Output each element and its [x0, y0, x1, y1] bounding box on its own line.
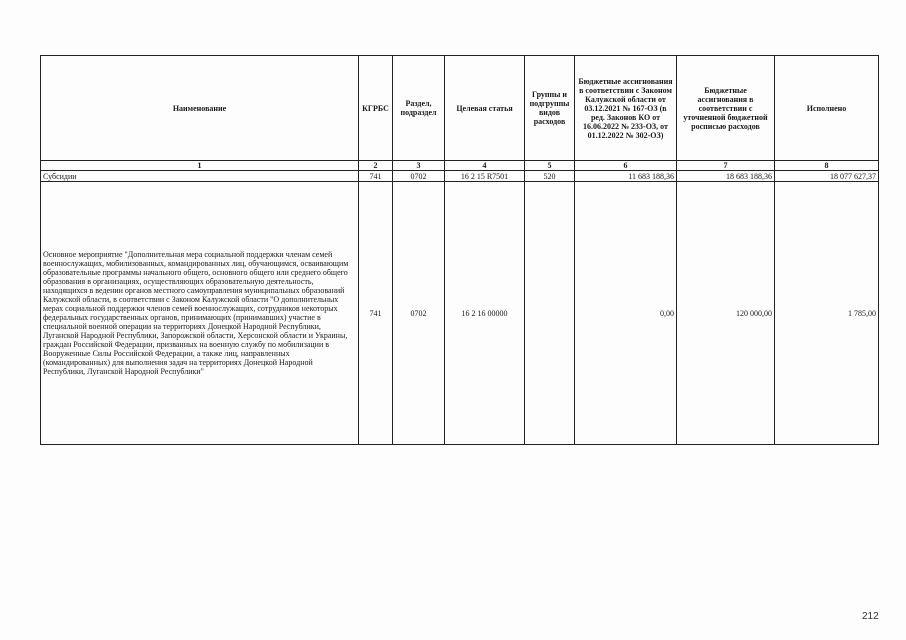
row-group: 520 — [525, 171, 575, 182]
header-name: Наименование — [41, 56, 359, 161]
row-target: 16 2 15 R7501 — [445, 171, 525, 182]
column-number-row — [41, 161, 879, 171]
header-budget-law: Бюджетные ассигнования в соответствии с Законом Калужской области от 03.12.2021 № 167-ОЗ (в ред. Законов КО от 16.06.2022 № 233-ОЗ, от 01.12.2022 № 302-ОЗ) — [575, 56, 677, 161]
row-target: 16 2 16 00000 — [445, 182, 525, 445]
column-number: 7 — [677, 161, 775, 171]
table-row — [41, 171, 879, 182]
column-number: 3 — [393, 161, 445, 171]
row-budget-law: 11 683 188,36 — [575, 171, 677, 182]
column-number: 2 — [359, 161, 393, 171]
row-name: Основное мероприятие "Дополнительная мера социальной поддержки членам семей военнослужащих, мобилизованных, командированных лиц, обучающимся, осваивающим образовательные программы начального общего, основного общего или среднего общего образования в организациях, осуществляющих образовательную деятельность, находящихся в ведении органов местного самоуправления муниципальных образований Калужской области, в соответствии с Законом Калужской области "О дополнительных мерах социальной поддержки членов семей военнослужащих, сотрудников некоторых федеральных государственных органов, принимающих (принимавших) участие в специальной военной операции на территориях Донецкой Народной Республики, Луганской Народной Республики, Запорожской области, Херсонской области и Украины, граждан Российской Федерации, призванных на военную службу по мобилизации в Вооруженные Силы Российской Федерации, а также лиц, направленных (командированных) для выполнения задач на территориях Донецкой Народной Республики, Луганской Народной Республики" — [41, 182, 359, 445]
row-ktrbs: 741 — [359, 171, 393, 182]
row-executed: 1 785,00 — [775, 182, 879, 445]
header-target: Целевая статья — [445, 56, 525, 161]
header-ktrbs: КГРБС — [359, 56, 393, 161]
row-group — [525, 182, 575, 445]
page-number: 212 — [862, 611, 879, 622]
row-razdel: 0702 — [393, 182, 445, 445]
header-budget-refined: Бюджетные ассигнования в соответствии с уточненной бюджетной росписью расходов — [677, 56, 775, 161]
column-number: 1 — [41, 161, 359, 171]
column-number: 6 — [575, 161, 677, 171]
row-razdel: 0702 — [393, 171, 445, 182]
header-razdel: Раздел, подраздел — [393, 56, 445, 161]
budget-table — [40, 55, 879, 445]
column-number: 8 — [775, 161, 879, 171]
header-executed: Исполнено — [775, 56, 879, 161]
column-number: 5 — [525, 161, 575, 171]
table-row — [41, 182, 879, 445]
column-number: 4 — [445, 161, 525, 171]
row-budget-law: 0,00 — [575, 182, 677, 445]
header-groups: Группы и подгруппы видов расходов — [525, 56, 575, 161]
row-ktrbs: 741 — [359, 182, 393, 445]
row-budget-refined: 120 000,00 — [677, 182, 775, 445]
row-budget-refined: 18 683 188,36 — [677, 171, 775, 182]
header-row — [41, 56, 879, 161]
row-executed: 18 077 627,37 — [775, 171, 879, 182]
row-name: Субсидии — [41, 171, 359, 182]
